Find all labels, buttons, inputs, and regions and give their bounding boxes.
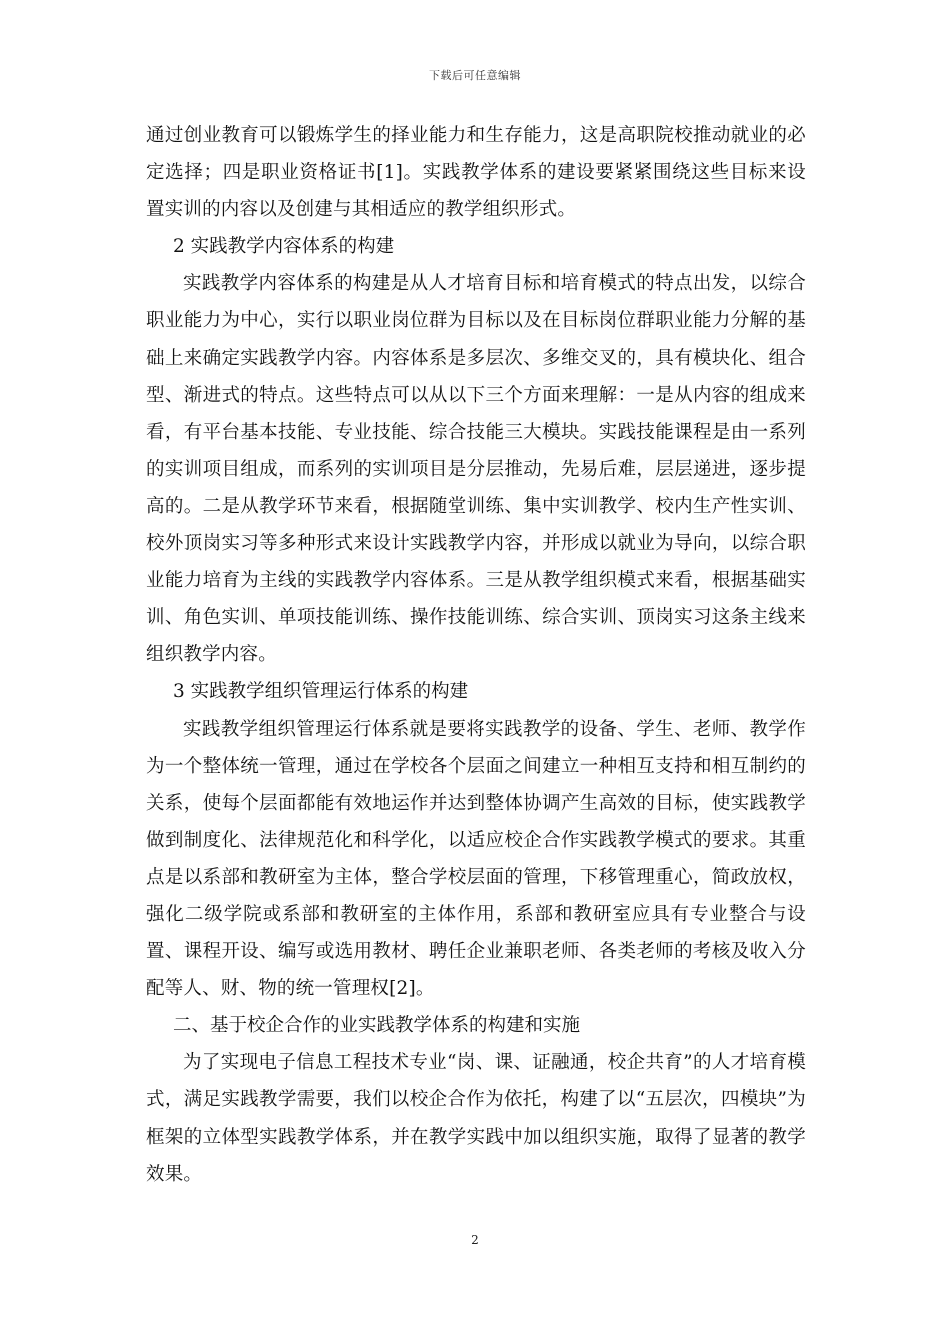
text-line: 进，逐步提高的。二是从教学环节来看，根据随堂训练、集中实训教学、校内: [146, 458, 806, 517]
text-line: 简政放权，强化二级学院或系部和教研室的主体作用，系部和教研室应具有专: [146, 866, 806, 925]
text-line: 来看，根据基础实训、角色实训、单项技能训练、操作技能训练、综合实训、: [146, 570, 806, 629]
text-line: 显著的教学效果。: [146, 1126, 806, 1185]
paragraph: [146, 1044, 806, 1192]
paragraph: [146, 265, 806, 673]
text-line: 生产性实训、校外顶岗实习等多种形式来设计实践教学内容，并形成以就业为: [146, 495, 806, 555]
text-line: 由一系列的实训项目组成，而系列的实训项目是分层推动，先易后难，层层递: [146, 421, 806, 480]
text-line: 实践教学组织管理运行体系就是要将实践教学的设备、学生、老师、教学: [183, 718, 788, 740]
text-line: 实践教学内容体系的构建是从人才培育目标和培育模式的特点出发，以综: [183, 273, 788, 295]
section-heading: 2 实践教学内容体系的构建: [173, 236, 395, 258]
paragraph: [146, 711, 806, 1008]
text-line: 导向，以综合职业能力培育为主线的实践教学内容体系。三是从教学组织模式: [146, 533, 806, 592]
text-line: 作为一个整体统一管理，通过在学校各个层面之间建立一种相互支持和相互制: [146, 718, 806, 777]
section-heading: 3 实践教学组织管理运行体系的构建: [173, 681, 469, 703]
text-line: 模块”为框架的立体型实践教学体系，并在教学实践中加以组织实施，取得了: [146, 1089, 806, 1148]
text-line: 设置实训的内容以及创建与其相适应的教学组织形式。: [146, 162, 806, 221]
document-body: [146, 117, 806, 1193]
text-line: 合职业能力为中心，实行以职业岗位群为目标以及在目标岗位群职业能力分解: [146, 273, 806, 332]
text-line: 必定选择；四是职业资格证书[1]。实践教学体系的建设要紧紧围绕这些目标来: [146, 125, 806, 184]
text-line: 为了实现电子信息工程技术专业“岗、课、证融通，校企共育”的人才培: [183, 1052, 769, 1074]
text-line: 考核及收入分配等人、财、物的统一管理权[2]。: [146, 941, 806, 1000]
text-line: 组成来看，有平台基本技能、专业技能、综合技能三大模块。实践技能课程是: [146, 384, 807, 443]
page-header: 下载后可任意编辑: [429, 69, 521, 82]
text-line: 的基础上来确定实践教学内容。内容体系是多层次、多维交叉的，具有模块化、: [146, 310, 806, 369]
paragraph-continued: [146, 117, 806, 228]
text-line: 约的关系，使每个层面都能有效地运作并达到整体协调产生高效的目标，使实: [146, 755, 806, 814]
chapter-heading: 二、基于校企合作的业实践教学体系的构建和实施: [173, 1015, 581, 1037]
text-line: 育模式，满足实践教学需要，我们以校企合作为依托，构建了以“五层次，四: [146, 1052, 806, 1111]
text-line: 践教学做到制度化、法律规范化和科学化，以适应校企合作实践教学模式的要: [146, 792, 807, 851]
page-number: 2: [471, 1233, 479, 1247]
text-line: 通过创业教育可以锻炼学生的择业能力和生存能力，这是高职院校推动就业的: [146, 125, 788, 146]
text-line: 求。其重点是以系部和教研室为主体，整合学校层面的管理，下移管理重心，: [146, 829, 806, 888]
text-line: 业整合与设置、课程开设、编写或选用教材、聘任企业兼职老师、各类老师的: [146, 903, 806, 963]
text-line: 顶岗实习这条主线来组织教学内容。: [146, 607, 806, 666]
text-line: 组合型、渐进式的特点。这些特点可以从以下三个方面来理解：一是从内容的: [146, 347, 806, 406]
